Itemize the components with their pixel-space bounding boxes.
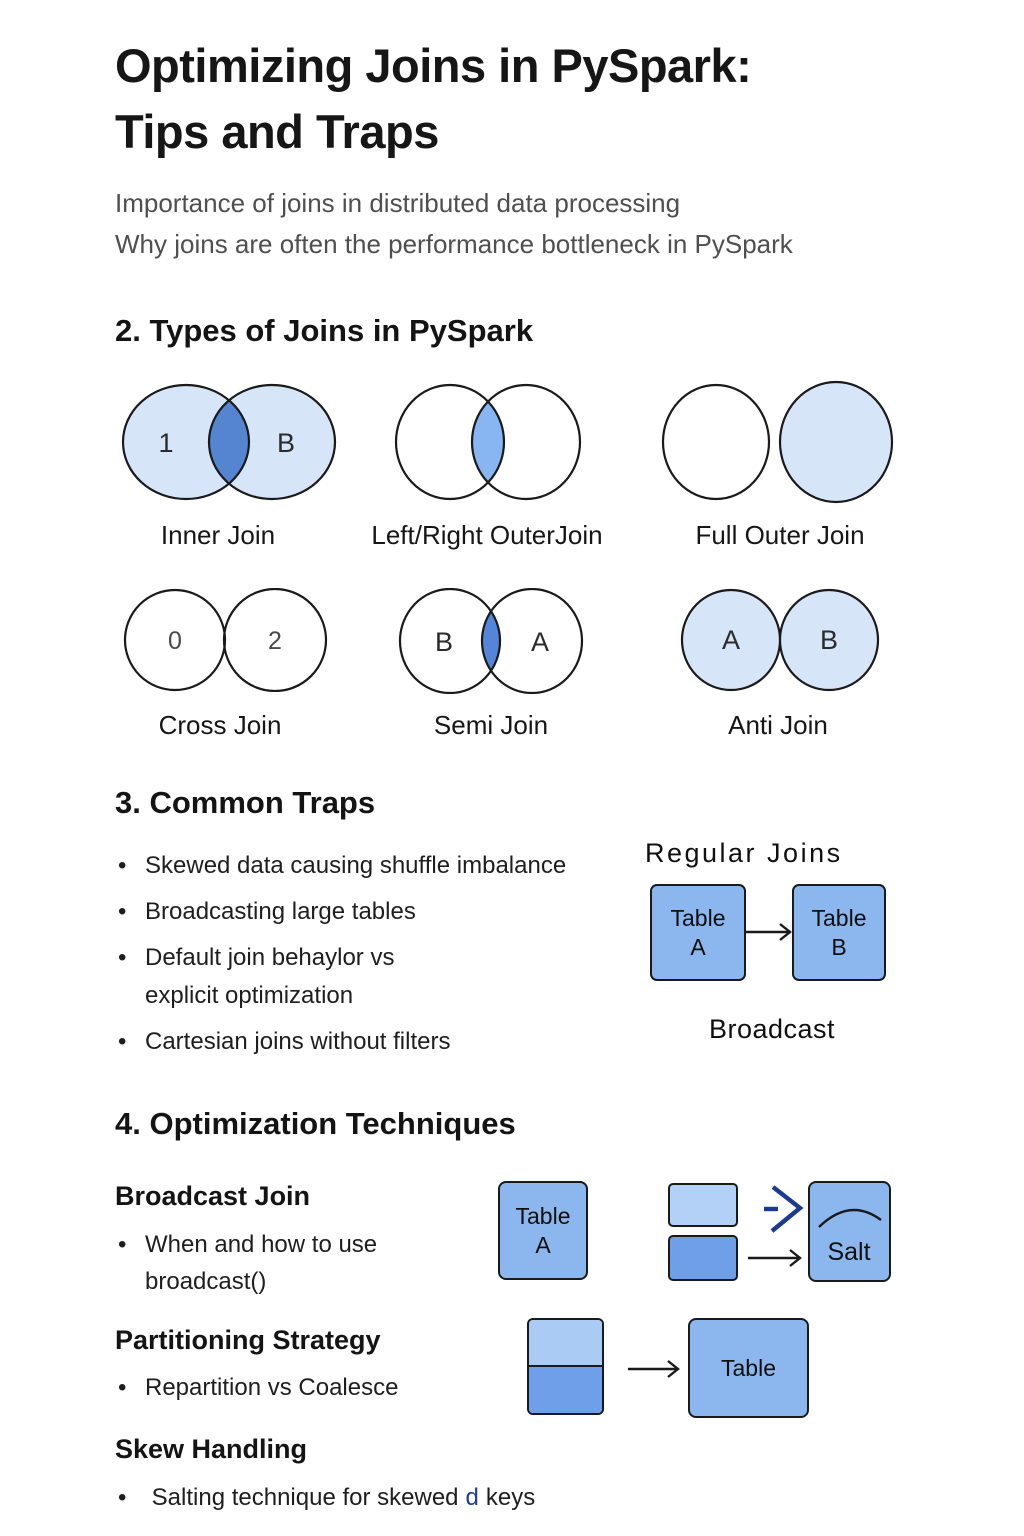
section-heading-optimization: 4. Optimization Techniques bbox=[115, 1106, 516, 1141]
page-title-line-1: Optimizing Joins in PySpark: bbox=[115, 39, 752, 92]
table-b-box bbox=[792, 884, 886, 981]
cross-left-label: 0 bbox=[168, 627, 182, 655]
venn-label-full-outer: Full Outer Join bbox=[695, 520, 865, 550]
semi-left-label: B bbox=[434, 627, 454, 657]
partition-arrow-icon bbox=[628, 1358, 680, 1380]
inner-join-venn bbox=[120, 382, 346, 502]
section-heading-types: 2. Types of Joins in PySpark bbox=[115, 313, 534, 348]
subsection-heading-partitioning: Partitioning Strategy bbox=[115, 1325, 381, 1355]
anti-left-label: A bbox=[721, 625, 741, 655]
semi-join-venn bbox=[398, 588, 584, 694]
venn-label-cross-join: Cross Join bbox=[158, 710, 282, 740]
broadcast-bullet-line2: broadcast() bbox=[145, 1268, 267, 1295]
skew-bullet-tail: keys bbox=[485, 1484, 536, 1511]
trap-bullet-4: • Cartesian joins without filters bbox=[118, 1028, 450, 1056]
table-a-box bbox=[650, 884, 746, 981]
salt-label: Salt bbox=[827, 1238, 871, 1266]
venn-label-semi-join: Semi Join bbox=[433, 710, 549, 740]
trap-bullet-3-continuation: explicit optimization bbox=[145, 982, 354, 1009]
inner-right-label: B bbox=[276, 428, 296, 458]
subtitle-line-2: Why joins are often the performance bottleneck in PySpark bbox=[115, 229, 793, 259]
partition-split-top bbox=[529, 1320, 602, 1365]
partitioning-bullet: • Repartition vs Coalesce bbox=[118, 1374, 398, 1402]
table-a-line1: Table bbox=[670, 904, 726, 931]
partition-table-label: Table bbox=[721, 1354, 776, 1381]
venn-label-anti-join: Anti Join bbox=[728, 710, 828, 740]
small-partition-rect-dark bbox=[668, 1235, 738, 1281]
left-right-outer-join-venn bbox=[392, 382, 584, 502]
subtitle-line-1: Importance of joins in distributed data processing bbox=[115, 188, 681, 218]
skew-bullet-highlight: d bbox=[465, 1484, 479, 1511]
partition-table-box bbox=[688, 1318, 809, 1418]
table-b-line2: B bbox=[831, 933, 847, 960]
anti-join-venn bbox=[680, 588, 880, 692]
small-partition-rect-light bbox=[668, 1183, 738, 1227]
subsection-heading-skew: Skew Handling bbox=[115, 1434, 308, 1464]
broadcast-bullet-line1: • When and how to use bbox=[118, 1231, 377, 1259]
partition-split-bottom bbox=[529, 1365, 602, 1413]
salt-arc-icon bbox=[810, 1183, 889, 1280]
subsection-heading-broadcast-join: Broadcast Join bbox=[115, 1181, 311, 1211]
cross-join-venn bbox=[123, 588, 329, 692]
inner-left-label: 1 bbox=[158, 428, 174, 458]
skew-bullet bbox=[118, 1484, 535, 1512]
section-heading-traps: 3. Common Traps bbox=[115, 785, 376, 820]
salt-arrow-icon bbox=[748, 1247, 802, 1269]
trap-bullet-2: • Broadcasting large tables bbox=[118, 898, 416, 926]
venn-label-left-right-outer: Left/Right OuterJoin bbox=[371, 520, 603, 550]
partition-split-box bbox=[527, 1318, 604, 1415]
table-a-line2: A bbox=[690, 933, 706, 960]
trap-bullet-3: • Default join behaylor vs bbox=[118, 944, 394, 972]
anti-right-label: B bbox=[819, 625, 839, 655]
blue-arrow-icon bbox=[764, 1184, 804, 1234]
broadcast-table-a-box bbox=[498, 1181, 588, 1280]
regular-joins-title: Regular Joins bbox=[645, 838, 843, 868]
table-b-line1: Table bbox=[811, 904, 867, 931]
semi-right-label: A bbox=[530, 627, 550, 657]
broadcast-caption: Broadcast bbox=[708, 1014, 836, 1044]
broadcast-table-a-line1: Table bbox=[515, 1202, 571, 1229]
right-arrow-icon bbox=[746, 921, 792, 943]
cross-right-label: 2 bbox=[268, 627, 282, 655]
page-title-line-2: Tips and Traps bbox=[115, 105, 439, 158]
full-outer-join-venn bbox=[660, 380, 894, 504]
skew-bullet-text: Salting technique for skewed bbox=[151, 1484, 459, 1511]
salt-box bbox=[808, 1181, 891, 1282]
trap-bullet-1: • Skewed data causing shuffle imbalance bbox=[118, 852, 566, 880]
venn-label-inner-join: Inner Join bbox=[160, 520, 276, 550]
broadcast-table-a-line2: A bbox=[535, 1231, 551, 1258]
